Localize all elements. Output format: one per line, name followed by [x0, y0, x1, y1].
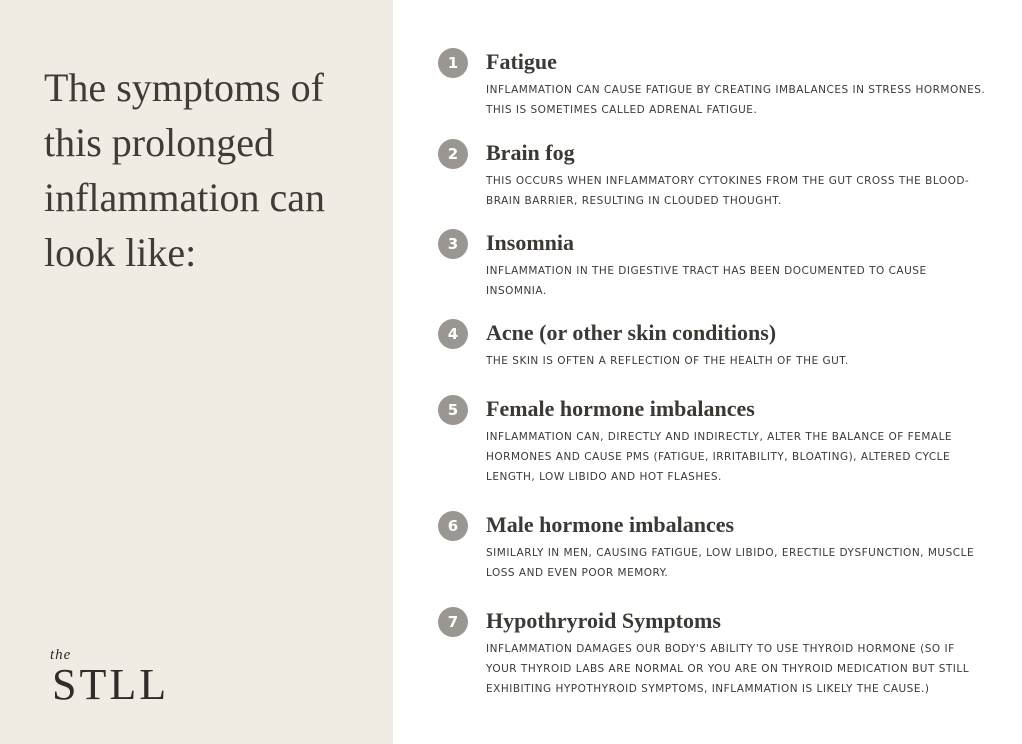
symptom-description: THIS OCCURS WHEN INFLAMMATORY CYTOKINES FROM THE GUT CROSS THE BLOOD-BRAIN BARRIER, RESULTING IN CLOUDED THOUGHT.: [486, 175, 970, 207]
symptom-title: Female hormone imbalances: [486, 396, 755, 421]
logo-small-text: the: [50, 647, 72, 663]
symptom-title: Hypothryroid Symptoms: [486, 608, 721, 633]
symptom-title: Acne (or other skin conditions): [486, 320, 777, 345]
symptom-description: INFLAMMATION CAN, DIRECTLY AND INDIRECTLY, ALTER THE BALANCE OF FEMALE HORMONES AND CAUSE PMS (FATIGUE, IRRITABILITY, BLOATING), ALTERED CYCLE LENGTH, LOW LIBIDO AND HOT FLASHES.: [486, 431, 953, 483]
headline: The symptoms of this prolonged inflammation can look like:: [44, 65, 326, 275]
number-badge: 7: [438, 607, 468, 637]
logo-main-text: STLL: [52, 660, 170, 709]
number-badge: 4: [438, 319, 468, 349]
symptom-title: Fatigue: [486, 49, 557, 74]
number-badge: 3: [438, 229, 468, 259]
number-badge: 2: [438, 139, 468, 169]
number-badge: 6: [438, 511, 468, 541]
symptom-description: INFLAMMATION IN THE DIGESTIVE TRACT HAS BEEN DOCUMENTED TO CAUSE INSOMNIA.: [486, 265, 927, 297]
number-badge: 5: [438, 395, 468, 425]
symptom-description: INFLAMMATION CAN CAUSE FATIGUE BY CREATING IMBALANCES IN STRESS HORMONES. THIS IS SOMETIMES CALLED ADRENAL FATIGUE.: [486, 84, 986, 116]
symptom-title: Brain fog: [486, 140, 575, 165]
symptom-title: Male hormone imbalances: [486, 512, 735, 537]
symptom-description: THE SKIN IS OFTEN A REFLECTION OF THE HEALTH OF THE GUT.: [486, 355, 849, 367]
symptom-description: SIMILARLY IN MEN, CAUSING FATIGUE, LOW LIBIDO, ERECTILE DYSFUNCTION, MUSCLE LOSS AND EVEN POOR MEMORY.: [486, 547, 975, 579]
symptom-title: Insomnia: [486, 230, 575, 255]
symptom-description: INFLAMMATION DAMAGES OUR BODY'S ABILITY TO USE THYROID HORMONE (SO IF YOUR THYROID LABS ARE NORMAL OR YOU ARE ON THYROID MEDICATION BUT STILL EXHIBITING HYPOTHYROID SYMPTOMS, INFLAMMATION IS LIKELY THE CAUSE.): [486, 643, 970, 695]
left-panel: [0, 0, 393, 744]
number-badge: 1: [438, 48, 468, 78]
